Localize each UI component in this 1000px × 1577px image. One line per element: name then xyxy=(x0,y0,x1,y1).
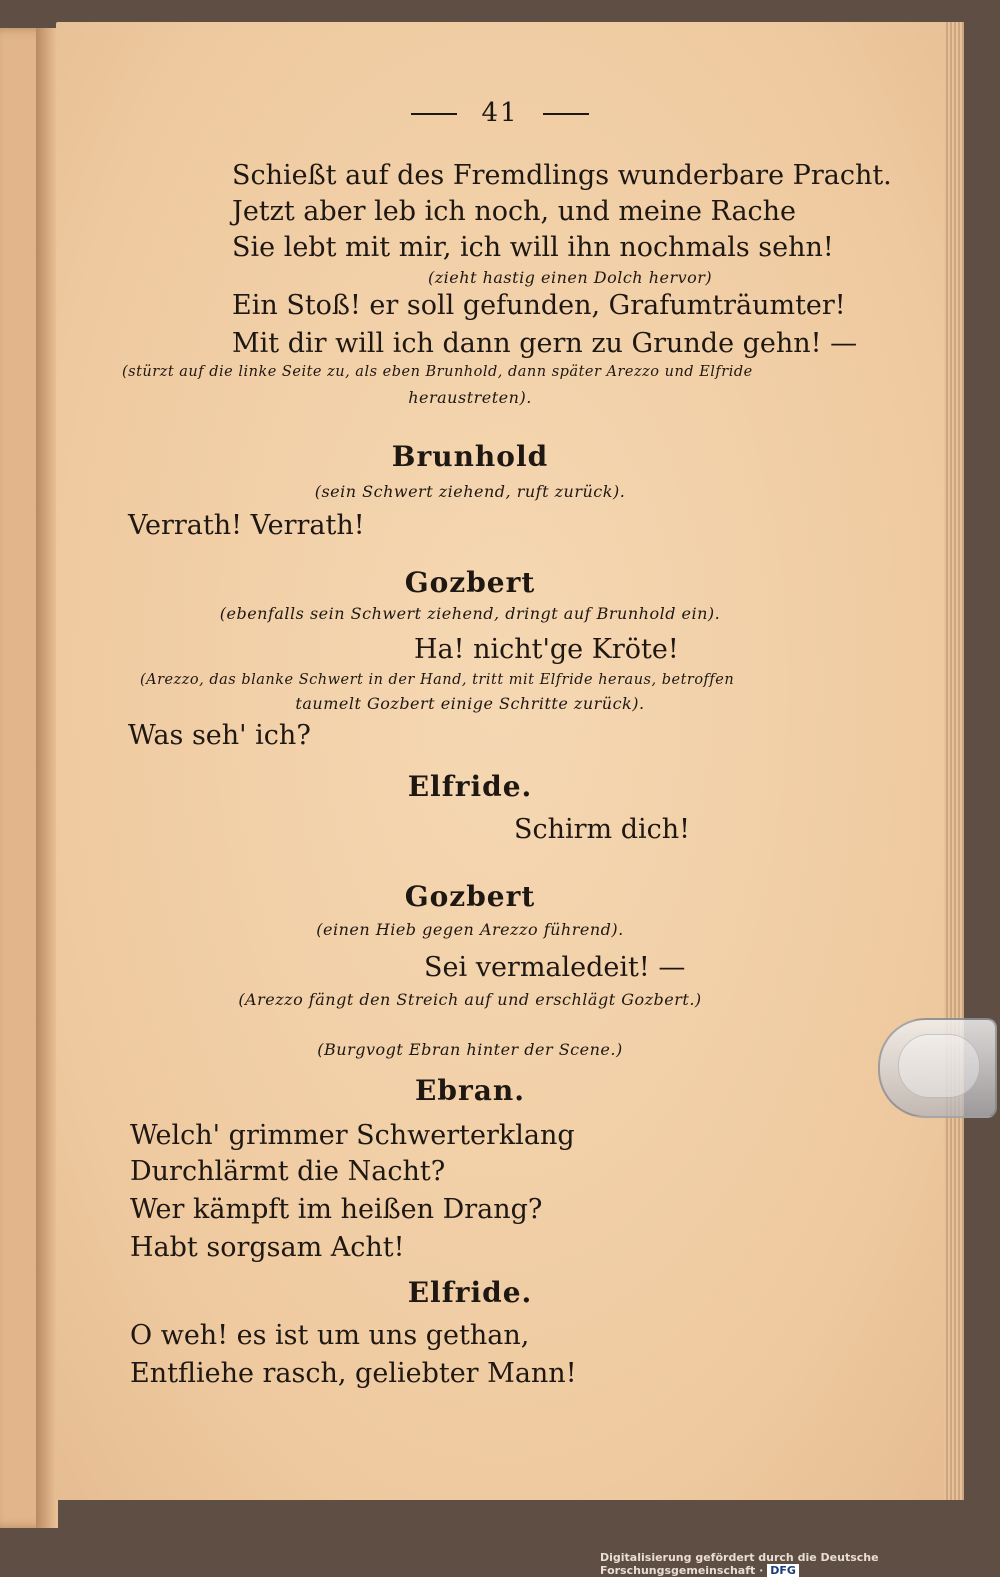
verse-line: Welch' grimmer Schwerterklang xyxy=(130,1120,575,1151)
verse-line: Wer kämpft im heißen Drang? xyxy=(130,1194,543,1225)
stage-direction: heraustreten). xyxy=(408,388,532,407)
digitization-credit xyxy=(600,1551,1000,1577)
verse-line: Verrath! Verrath! xyxy=(128,510,365,541)
verse-line: Sei vermaledeit! — xyxy=(424,952,686,983)
stage-direction: (Arezzo fängt den Streich auf und erschlägt Gozbert.) xyxy=(238,990,702,1009)
stage-direction: (einen Hieb gegen Arezzo führend). xyxy=(316,920,624,939)
page-stack-edge xyxy=(944,22,964,1500)
dfg-logo: DFG xyxy=(767,1564,799,1577)
verse-line: Ein Stoß! er soll gefunden, Grafumträumter! xyxy=(232,290,846,321)
stage-direction: (sein Schwert ziehend, ruft zurück). xyxy=(314,482,626,501)
stage-direction: (zieht hastig einen Dolch hervor) xyxy=(428,268,713,287)
speaker-name: Brunhold xyxy=(391,440,549,473)
verse-line: Ha! nicht'ge Kröte! xyxy=(414,634,679,665)
speaker-name: Gozbert xyxy=(404,566,536,599)
verse-line: Habt sorgsam Acht! xyxy=(130,1232,405,1263)
header-dash-left xyxy=(411,113,457,115)
stage-direction: (ebenfalls sein Schwert ziehend, dringt auf Brunhold ein). xyxy=(219,604,721,623)
credit-text: Digitalisierung gefördert durch die Deutsche Forschungsgemeinschaft · xyxy=(600,1551,879,1577)
verse-line: Was seh' ich? xyxy=(128,720,311,751)
verse-line: Schießt auf des Fremdlings wunderbare Pracht. xyxy=(232,160,892,191)
verse-line: Jetzt aber leb ich noch, und meine Rache xyxy=(232,196,797,227)
speaker-name: Elfride. xyxy=(407,770,533,803)
stage-direction: (Arezzo, das blanke Schwert in der Hand, tritt mit Elfride heraus, betroffen xyxy=(140,672,735,688)
verse-line: Entfliehe rasch, geliebter Mann! xyxy=(130,1358,577,1389)
verse-line: Sie lebt mit mir, ich will ihn nochmals sehn! xyxy=(232,232,834,263)
speaker-name: Elfride. xyxy=(407,1276,533,1309)
speaker-name: Gozbert xyxy=(404,880,536,913)
stage-direction: (Burgvogt Ebran hinter der Scene.) xyxy=(317,1040,623,1059)
verse-line: Durchlärmt die Nacht? xyxy=(130,1156,446,1187)
stage-direction: (stürzt auf die linke Seite zu, als eben Brunhold, dann später Arezzo und Elfride xyxy=(122,364,753,380)
header-dash-right xyxy=(543,113,589,115)
page-header xyxy=(0,98,1000,128)
verse-line: Schirm dich! xyxy=(514,814,691,845)
verse-line: O weh! es ist um uns gethan, xyxy=(130,1320,530,1351)
verse-line: Mit dir will ich dann gern zu Grunde gehn! — xyxy=(232,328,858,359)
page-number: 41 xyxy=(481,98,519,128)
stage-direction: taumelt Gozbert einige Schritte zurück). xyxy=(295,694,645,713)
speaker-name: Ebran. xyxy=(415,1074,525,1107)
